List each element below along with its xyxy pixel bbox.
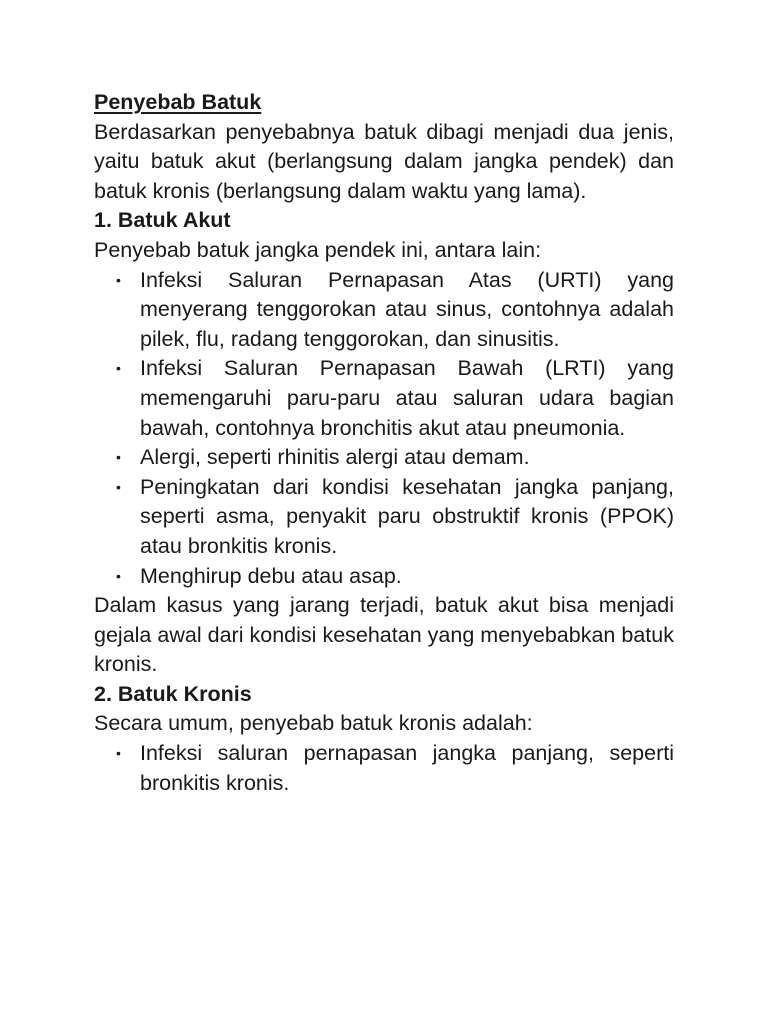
list-item-text: Alergi, seperti rhinitis alergi atau demam. <box>140 445 530 470</box>
list-item-text: Infeksi Saluran Pernapasan Atas (URTI) yang menyerang tenggorokan atau sinus, contohnya adalah pilek, flu, radang tenggorokan, dan sinusitis. <box>140 267 674 351</box>
bullet-icon: • <box>116 478 121 495</box>
section-lead-acute: Penyebab batuk jangka pendek ini, antara lain: <box>94 237 542 262</box>
list-item-text: Infeksi Saluran Pernapasan Bawah (LRTI) yang memengaruhi paru-paru atau saluran udara bagian bawah, contohnya bronchitis akut atau pneumonia. <box>140 356 674 440</box>
bullet-icon: • <box>116 360 121 377</box>
list-item <box>94 739 674 798</box>
list-item <box>94 443 674 473</box>
list-item-text: Infeksi saluran pernapasan jangka panjang, seperti bronkitis kronis. <box>140 741 674 795</box>
bullet-icon: • <box>116 745 121 762</box>
bullet-icon: • <box>116 449 121 466</box>
section-lead-chronic: Secara umum, penyebab batuk kronis adalah: <box>94 711 533 736</box>
document-page <box>94 88 674 798</box>
cause-list-chronic <box>94 739 674 798</box>
list-item <box>94 354 674 443</box>
cause-list-acute <box>94 266 674 592</box>
list-item <box>94 473 674 562</box>
bullet-icon: • <box>116 567 121 584</box>
list-item <box>94 266 674 355</box>
section-closing-acute: Dalam kasus yang jarang terjadi, batuk akut bisa menjadi gejala awal dari kondisi kesehatan yang menyebabkan batuk kronis. <box>94 593 674 677</box>
list-item <box>94 562 674 592</box>
list-item-text: Menghirup debu atau asap. <box>140 563 402 588</box>
section-heading-acute: 1. Batuk Akut <box>94 208 231 233</box>
list-item-text: Peningkatan dari kondisi kesehatan jangka panjang, seperti asma, penyakit paru obstruktif kronis (PPOK) atau bronkitis kronis. <box>140 474 674 558</box>
bullet-icon: • <box>116 271 121 288</box>
intro-paragraph: Berdasarkan penyebabnya batuk dibagi menjadi dua jenis, yaitu batuk akut (berlangsung dalam jangka pendek) dan batuk kronis (berlangsung dalam waktu yang lama). <box>94 119 674 203</box>
section-heading-chronic: 2. Batuk Kronis <box>94 681 252 706</box>
document-title: Penyebab Batuk <box>94 90 262 114</box>
